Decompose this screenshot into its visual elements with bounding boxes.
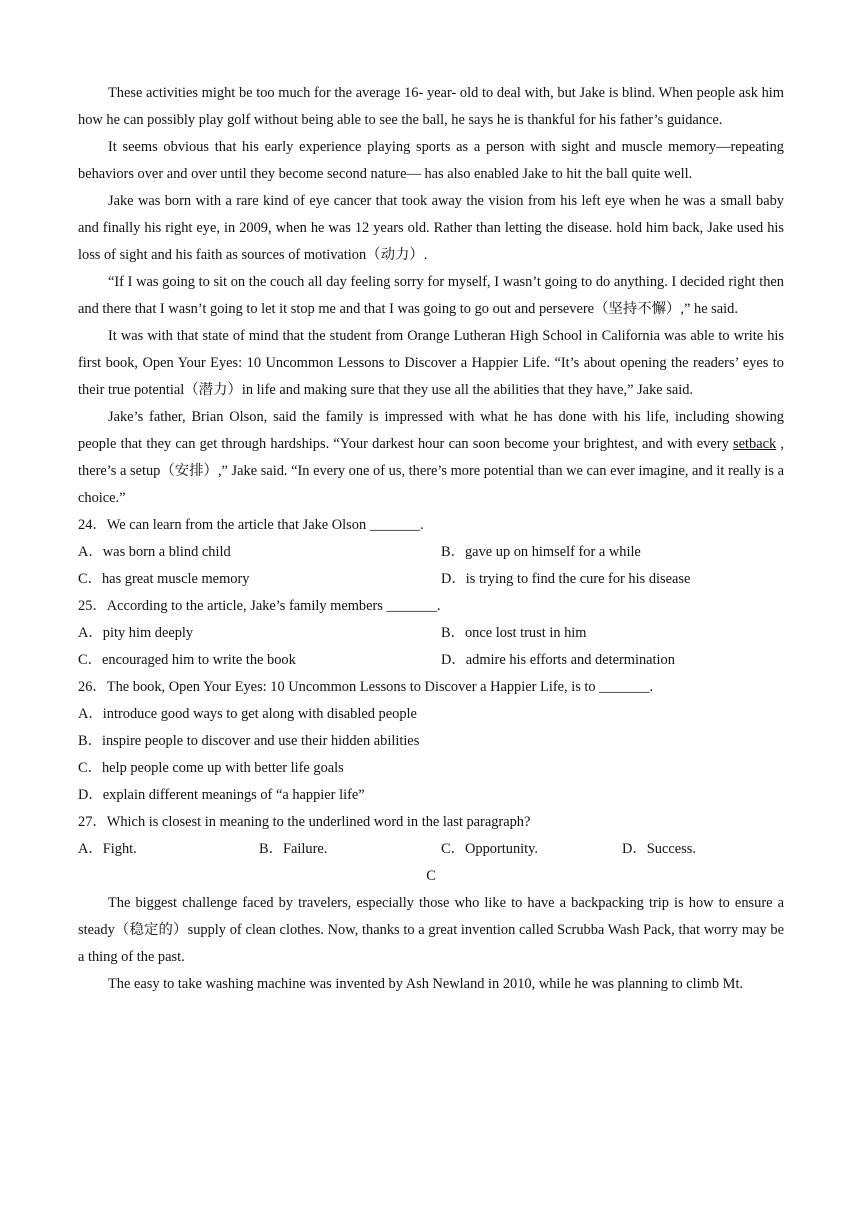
- option-d: D．Success.: [622, 841, 696, 857]
- answer-options: [78, 539, 784, 593]
- passage-c: [78, 863, 784, 998]
- question-25: [78, 593, 784, 674]
- question-stem: 24．We can learn from the article that Jake Olson _______.: [78, 517, 424, 533]
- passage-b: [78, 80, 784, 512]
- answer-options: [78, 836, 784, 863]
- passage-paragraph: The easy to take washing machine was invented by Ash Newland in 2010, while he was planning to climb Mt.: [108, 976, 744, 992]
- question-24: [78, 512, 784, 593]
- passage-paragraph: The biggest challenge faced by travelers, especially those who like to have a backpacking trip is how to ensure a steady（稳定的）supply of clean clothes. Now, thanks to a great invention called Scrubba Wash Pack, that worry may be a thing of the past.: [78, 895, 784, 965]
- question-27: [78, 809, 784, 863]
- option-d: D．explain different meanings of “a happier life”: [78, 787, 365, 803]
- option-c: C．has great muscle memory: [78, 571, 250, 587]
- question-26: [78, 674, 784, 809]
- question-stem: 25．According to the article, Jake’s family members _______.: [78, 598, 441, 614]
- option-a: A．introduce good ways to get along with disabled people: [78, 706, 417, 722]
- option-c: C．encouraged him to write the book: [78, 652, 296, 668]
- option-a: A．pity him deeply: [78, 625, 194, 641]
- option-a: A．Fight.: [78, 841, 137, 857]
- option-d: D．admire his efforts and determination: [441, 652, 675, 668]
- option-b: B．Failure.: [259, 841, 328, 857]
- option-c: C．Opportunity.: [441, 841, 539, 857]
- option-c: C．help people come up with better life goals: [78, 760, 344, 776]
- passage-paragraph: Jake was born with a rare kind of eye cancer that took away the vision from his left eye when he was a small baby and finally his right eye, in 2009, when he was 12 years old. Rather than letting the disease. hold him back, Jake used his loss of sight and his faith as sources of motivation（动力）.: [78, 193, 784, 263]
- option-a: A．was born a blind child: [78, 544, 231, 560]
- question-stem: 27．Which is closest in meaning to the underlined word in the last paragraph?: [78, 814, 531, 830]
- section-heading: C: [426, 868, 436, 884]
- answer-options: [78, 620, 784, 674]
- underlined-word: setback: [733, 436, 777, 452]
- option-b: B．inspire people to discover and use their hidden abilities: [78, 733, 420, 749]
- text-before-underline: Jake’s father, Brian Olson, said the family is impressed with what he has done with his life, including showing people that they can get through hardships. “Your darkest hour can soon become your brightest, and with every: [78, 409, 784, 452]
- text-after-underline: , there’s a setup（安排）,” Jake said. “In every one of us, there’s more potential than we can ever imagine, and it really is a choice.”: [78, 436, 785, 506]
- exam-page: [78, 80, 784, 998]
- option-b: B．gave up on himself for a while: [441, 544, 641, 560]
- option-d: D．is trying to find the cure for his disease: [441, 571, 691, 587]
- question-stem: 26．The book, Open Your Eyes: 10 Uncommon Lessons to Discover a Happier Life, is to _______.: [78, 679, 654, 695]
- passage-paragraph: These activities might be too much for the average 16- year- old to deal with, but Jake is blind. When people ask him how he can possibly play golf without being able to see the ball, he says he is thankful for his father’s guidance.: [78, 85, 784, 128]
- passage-paragraph: “If I was going to sit on the couch all day feeling sorry for myself, I wasn’t going to do anything. I decided right then and there that I wasn’t going to let it stop me and that I was going to go out and persevere（坚持不懈）,” he said.: [78, 274, 784, 317]
- passage-paragraph: It seems obvious that his early experience playing sports as a person with sight and muscle memory—repeating behaviors over and over until they become second nature— has also enabled Jake to hit the ball quite well.: [78, 139, 784, 182]
- option-b: B．once lost trust in him: [441, 625, 587, 641]
- passage-paragraph: It was with that state of mind that the student from Orange Lutheran High School in California was able to write his first book, Open Your Eyes: 10 Uncommon Lessons to Discover a Happier Life. “It’s about opening the readers’ eyes to their true potential（潜力）in life and making sure that they use all the abilities that they have,” Jake said.: [78, 328, 784, 398]
- passage-last-paragraph: [78, 404, 784, 512]
